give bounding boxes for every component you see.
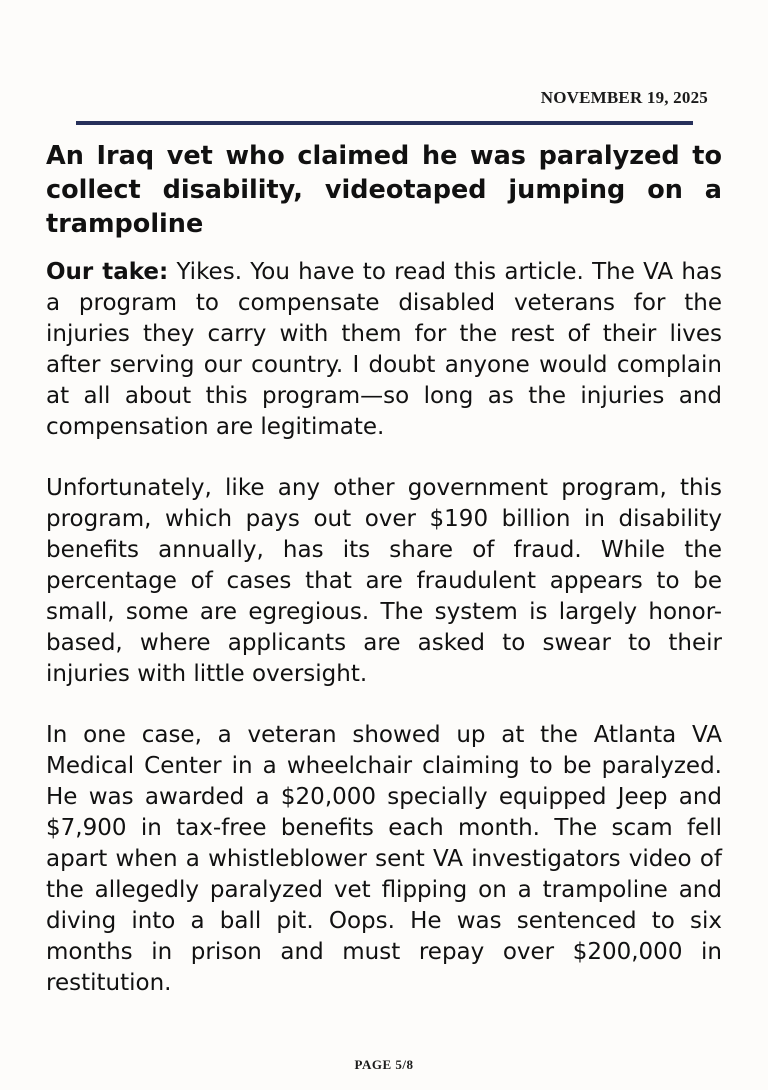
article-paragraph: Unfortunately, like any other government program, this program, which pays out over $190 billion in disability benefits annually, has its share of fraud. While the percentage of cases that are fraudulent appears to be small, some are egregious. The system is largely honor-based, where applicants are asked to swear to their injuries with little oversight. bbox=[46, 475, 722, 687]
article-paragraph: In one case, a veteran showed up at the Atlanta VA Medical Center in a wheelchair claiming to be paralyzed. He was awarded a $20,000 specially equipped Jeep and $7,900 in tax-free benefits each month. The scam fell apart when a whistleblower sent VA investigators video of the allegedly paralyzed vet flipping on a trampoline and diving into a ball pit. Oops. He was sentenced to six months in prison and must repay over $200,000 in restitution. bbox=[46, 722, 722, 996]
header-divider bbox=[76, 121, 693, 125]
article-body bbox=[46, 257, 722, 1029]
article-paragraph bbox=[46, 257, 722, 443]
page-number: PAGE 5/8 bbox=[354, 1057, 414, 1072]
paragraph-text: Yikes. You have to read this article. The VA has a program to compensate disabled veterans for the injuries they carry with them for the rest of their lives after serving our country. I doubt anyone would complain at all about this program—so long as the injuries and compensation are legitimate. bbox=[46, 259, 722, 440]
article-headline: An Iraq vet who claimed he was paralyzed to collect disability, videotaped jumping on a trampoline bbox=[46, 141, 722, 239]
publication-date: NOVEMBER 19, 2025 bbox=[540, 88, 708, 107]
our-take-label: Our take: bbox=[46, 259, 169, 285]
